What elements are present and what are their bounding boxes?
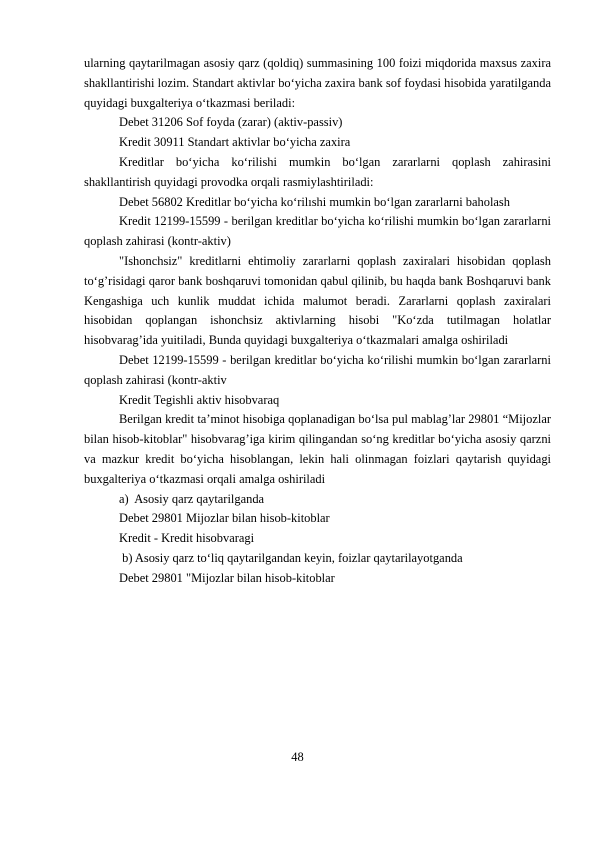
entry-debit-29801-quoted: Debet 29801 "Mijozlar bilan hisob-kitoblar (119, 570, 335, 585)
entry-debit-31206: Debet 31206 Sof foyda (zarar) (aktiv-passiv) (119, 115, 343, 130)
paragraph-reserve-intro: ularning qaytarilmagan asosiy qarz (qoldiq) summasining 100 foizi miqdorida maxsus zaxira shakllantirishi lozim. Standart aktivlar bo‘yicha zaxira bank sof foydasi hisobida yaratilganda quyidagi buxgalteriya o‘tkazmasi beriladi: (84, 56, 551, 110)
entry-debit-29801: Debet 29801 Mijozlar bilan hisob-kitoblar (119, 511, 330, 526)
page-number: 48 (291, 750, 304, 764)
document-page (84, 54, 551, 589)
entry-debit-56802: Debet 56802 Kreditlar bo‘yicha ko‘rilıshi mumkin bo‘lgan zararlarni baholash (119, 194, 510, 209)
paragraph-unreliable-loans: "Ishonchsiz" kreditlarni ehtimoliy zararlarni qoplash zaxiralari hisobidan qoplash to‘g’risidagi qaror bank boshqaruvi tomonidan qabul qilinib, bu haqda bank Boshqaruvi bank Kengashiga uch kunlik muddat ichida malumot beradi. Zararlarni qoplash zaxiralari hisobidan qoplangan ishonchsiz aktivlarning hisobi "Ko‘zda tutilmagan holatlar hisobvarag’ida yuitiladi, Bunda quyidagi buxgalteriya o‘tkazmalari amalga oshiriladi (84, 253, 551, 348)
paragraph-collateral-repayment: Berilgan kredit ta’minot hisobiga qoplanadigan bo‘lsa pul mablag’lar 29801 “Mijozlar bilan hisob-kitoblar" hisobvarag’iga kirim qilingandan so‘ng kreditlar bo‘yicha asosiy qarzni va mazkur kredit bo‘yicha hisoblangan, lekin hali olinmagan foizlari qaytarish quyidagi buxgalteriya o‘tkazmasi orqali amalga oshiriladi (84, 412, 551, 486)
entry-debit-12199: Debet 12199-15599 - berilgan kreditlar bo‘yicha ko‘rilishi mumkin bo‘lgan zararlarni qoplash zahirasi (kontr-aktiv (84, 352, 551, 387)
item-a-principal-repaid: a) Asosiy qarz qaytarilganda (119, 491, 265, 506)
paragraph-loss-reserve: Kreditlar bo‘yicha ko‘rilishi mumkin bo‘lgan zararlarni qoplash zahirasini shakllantirish quyidagi provodka orqali rasmiylashtiriladi: (84, 154, 551, 189)
entry-credit-12199: Kredit 12199-15599 - berilgan kreditlar bo‘yicha ko‘rilishi mumkin bo‘lgan zararlarni qoplash zahirasi (kontr-aktiv) (84, 214, 551, 249)
entry-credit-30911: Kredit 30911 Standart aktivlar bo‘yicha zaxira (119, 135, 351, 150)
entry-credit-asset-account: Kredit Tegishli aktiv hisobvaraq (119, 392, 280, 407)
entry-credit-loan-account: Kredit - Kredit hisobvaragi (119, 531, 255, 546)
item-b-interest-repaid: b) Asosiy qarz to‘liq qaytarilgandan keyin, foizlar qaytarilayotganda (119, 550, 463, 565)
